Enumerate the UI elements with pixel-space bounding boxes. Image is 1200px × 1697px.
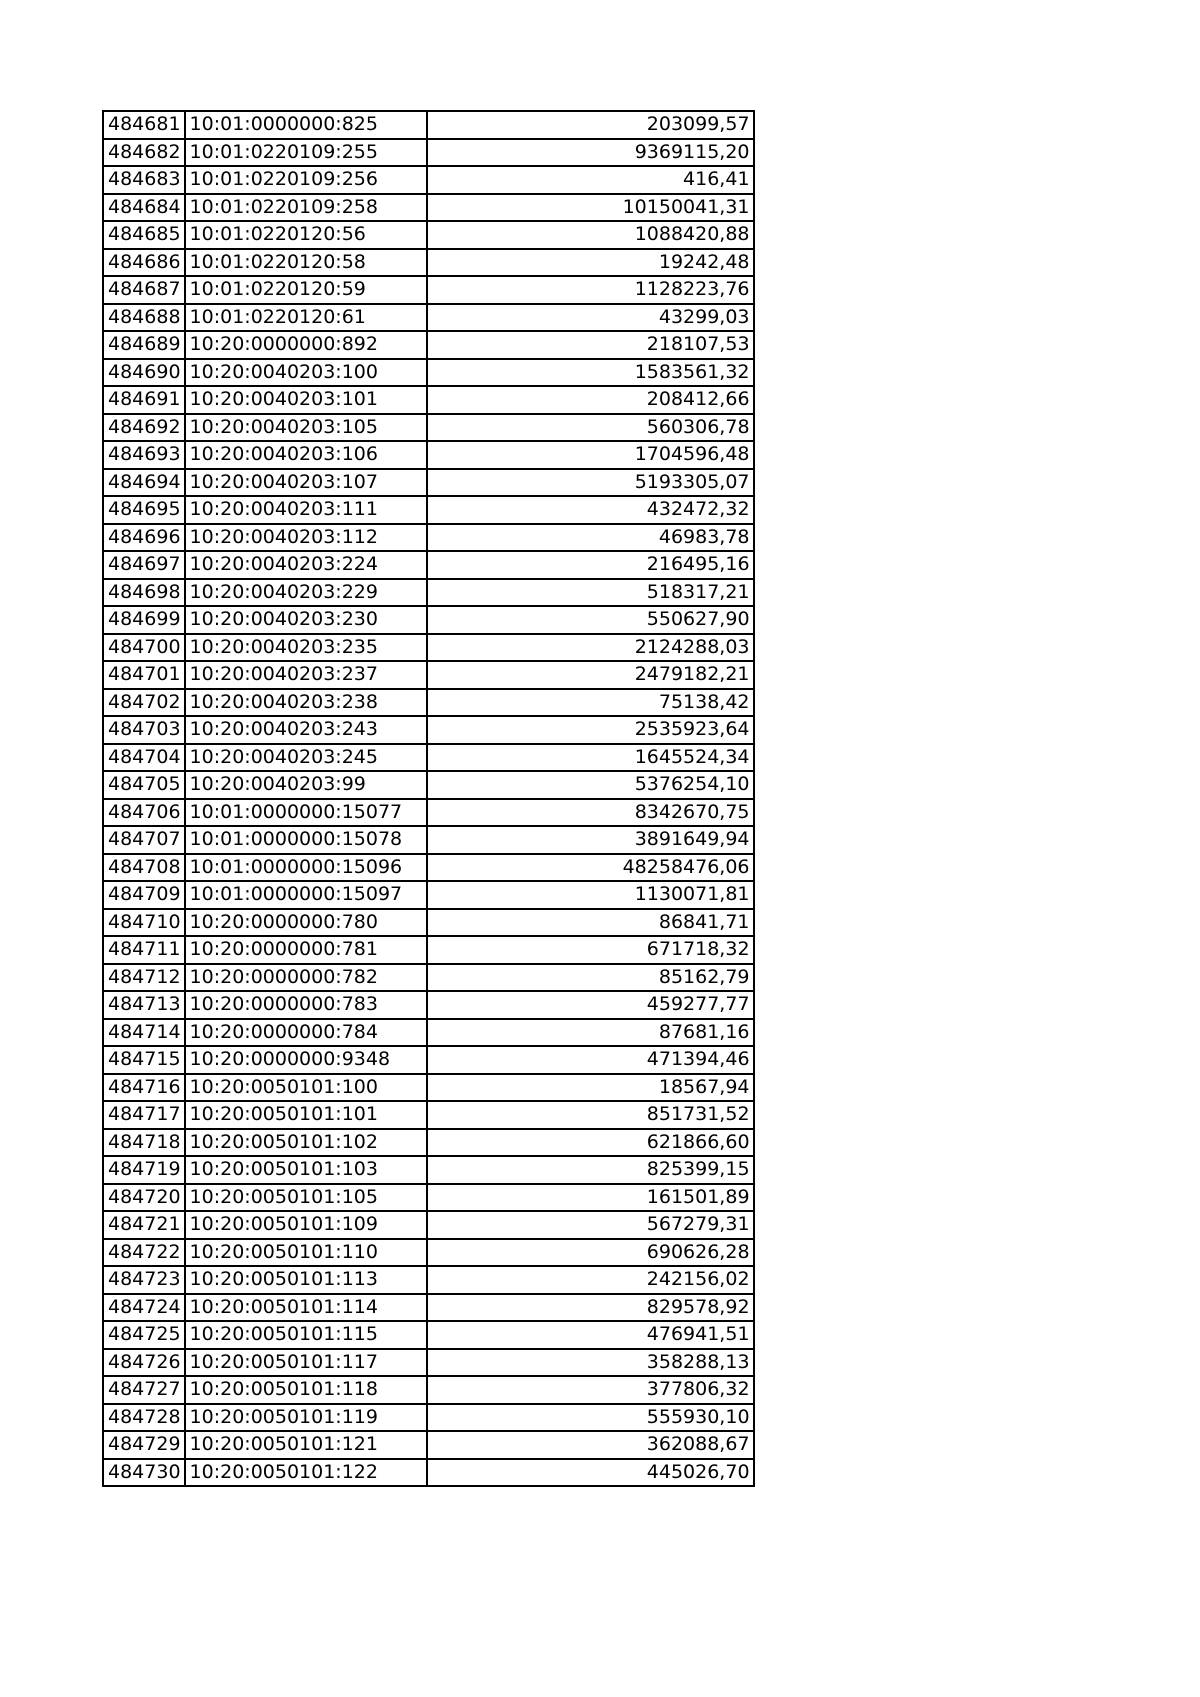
value-cell: 5376254,10 (427, 771, 754, 799)
cadastral-number-cell: 10:20:0050101:103 (185, 1156, 427, 1184)
table-row (103, 1156, 754, 1184)
row-id-cell: 484702 (103, 689, 185, 717)
table-row (103, 1349, 754, 1377)
table-row (103, 854, 754, 882)
table-row (103, 579, 754, 607)
cadastral-number-cell: 10:20:0040203:105 (185, 414, 427, 442)
cadastral-number-cell: 10:20:0040203:111 (185, 496, 427, 524)
cadastral-number-cell: 10:20:0040203:112 (185, 524, 427, 552)
data-table (102, 110, 755, 1487)
table-row (103, 111, 754, 139)
value-cell: 621866,60 (427, 1129, 754, 1157)
value-cell: 476941,51 (427, 1321, 754, 1349)
value-cell: 2479182,21 (427, 661, 754, 689)
value-cell: 671718,32 (427, 936, 754, 964)
table-row (103, 249, 754, 277)
row-id-cell: 484710 (103, 909, 185, 937)
table-row (103, 414, 754, 442)
cadastral-number-cell: 10:20:0040203:245 (185, 744, 427, 772)
table-row (103, 166, 754, 194)
cadastral-number-cell: 10:20:0040203:237 (185, 661, 427, 689)
value-cell: 550627,90 (427, 606, 754, 634)
value-cell: 555930,10 (427, 1404, 754, 1432)
row-id-cell: 484688 (103, 304, 185, 332)
value-cell: 1704596,48 (427, 441, 754, 469)
table-row (103, 551, 754, 579)
table-row (103, 1239, 754, 1267)
row-id-cell: 484707 (103, 826, 185, 854)
table-row (103, 1211, 754, 1239)
value-cell: 829578,92 (427, 1294, 754, 1322)
row-id-cell: 484682 (103, 139, 185, 167)
cadastral-number-cell: 10:20:0050101:100 (185, 1074, 427, 1102)
cadastral-number-cell: 10:20:0040203:235 (185, 634, 427, 662)
row-id-cell: 484697 (103, 551, 185, 579)
cadastral-number-cell: 10:20:0040203:224 (185, 551, 427, 579)
table-row (103, 1074, 754, 1102)
value-cell: 8342670,75 (427, 799, 754, 827)
table-row (103, 496, 754, 524)
cadastral-number-cell: 10:01:0220109:258 (185, 194, 427, 222)
value-cell: 43299,03 (427, 304, 754, 332)
table-row (103, 991, 754, 1019)
row-id-cell: 484700 (103, 634, 185, 662)
table-row (103, 386, 754, 414)
cadastral-number-cell: 10:20:0050101:110 (185, 1239, 427, 1267)
row-id-cell: 484685 (103, 221, 185, 249)
row-id-cell: 484719 (103, 1156, 185, 1184)
cadastral-number-cell: 10:20:0050101:114 (185, 1294, 427, 1322)
table-row (103, 881, 754, 909)
value-cell: 86841,71 (427, 909, 754, 937)
value-cell: 203099,57 (427, 111, 754, 139)
row-id-cell: 484718 (103, 1129, 185, 1157)
table-row (103, 1129, 754, 1157)
row-id-cell: 484696 (103, 524, 185, 552)
value-cell: 1128223,76 (427, 276, 754, 304)
value-cell: 85162,79 (427, 964, 754, 992)
value-cell: 1130071,81 (427, 881, 754, 909)
table-row (103, 716, 754, 744)
value-cell: 208412,66 (427, 386, 754, 414)
value-cell: 567279,31 (427, 1211, 754, 1239)
table-row (103, 1321, 754, 1349)
table-row (103, 359, 754, 387)
cadastral-number-cell: 10:01:0220120:58 (185, 249, 427, 277)
cadastral-number-cell: 10:20:0040203:99 (185, 771, 427, 799)
table-row (103, 469, 754, 497)
row-id-cell: 484708 (103, 854, 185, 882)
table-row (103, 139, 754, 167)
cadastral-number-cell: 10:20:0040203:230 (185, 606, 427, 634)
row-id-cell: 484683 (103, 166, 185, 194)
row-id-cell: 484711 (103, 936, 185, 964)
cadastral-number-cell: 10:01:0220109:255 (185, 139, 427, 167)
value-cell: 825399,15 (427, 1156, 754, 1184)
cadastral-number-cell: 10:20:0040203:238 (185, 689, 427, 717)
table-row (103, 194, 754, 222)
table-row (103, 524, 754, 552)
table-row (103, 744, 754, 772)
row-id-cell: 484703 (103, 716, 185, 744)
row-id-cell: 484694 (103, 469, 185, 497)
table-row (103, 1046, 754, 1074)
row-id-cell: 484713 (103, 991, 185, 1019)
row-id-cell: 484728 (103, 1404, 185, 1432)
row-id-cell: 484724 (103, 1294, 185, 1322)
row-id-cell: 484706 (103, 799, 185, 827)
cadastral-number-cell: 10:01:0000000:825 (185, 111, 427, 139)
cadastral-number-cell: 10:20:0050101:102 (185, 1129, 427, 1157)
value-cell: 851731,52 (427, 1101, 754, 1129)
table-row (103, 606, 754, 634)
table-row (103, 441, 754, 469)
row-id-cell: 484686 (103, 249, 185, 277)
cadastral-number-cell: 10:20:0000000:782 (185, 964, 427, 992)
row-id-cell: 484730 (103, 1459, 185, 1487)
row-id-cell: 484717 (103, 1101, 185, 1129)
row-id-cell: 484695 (103, 496, 185, 524)
cadastral-number-cell: 10:20:0050101:118 (185, 1376, 427, 1404)
table-row (103, 826, 754, 854)
value-cell: 445026,70 (427, 1459, 754, 1487)
value-cell: 46983,78 (427, 524, 754, 552)
row-id-cell: 484726 (103, 1349, 185, 1377)
row-id-cell: 484714 (103, 1019, 185, 1047)
cadastral-number-cell: 10:20:0050101:117 (185, 1349, 427, 1377)
table-body (103, 111, 754, 1486)
table-row (103, 331, 754, 359)
table-row (103, 1404, 754, 1432)
value-cell: 432472,32 (427, 496, 754, 524)
table-row (103, 689, 754, 717)
table-row (103, 1101, 754, 1129)
value-cell: 161501,89 (427, 1184, 754, 1212)
table-row (103, 1184, 754, 1212)
row-id-cell: 484722 (103, 1239, 185, 1267)
cadastral-number-cell: 10:01:0000000:15097 (185, 881, 427, 909)
value-cell: 416,41 (427, 166, 754, 194)
value-cell: 242156,02 (427, 1266, 754, 1294)
value-cell: 1088420,88 (427, 221, 754, 249)
value-cell: 1583561,32 (427, 359, 754, 387)
row-id-cell: 484699 (103, 606, 185, 634)
cadastral-number-cell: 10:20:0050101:121 (185, 1431, 427, 1459)
table-row (103, 799, 754, 827)
cadastral-number-cell: 10:01:0220120:56 (185, 221, 427, 249)
cadastral-number-cell: 10:01:0220109:256 (185, 166, 427, 194)
row-id-cell: 484723 (103, 1266, 185, 1294)
table-row (103, 634, 754, 662)
row-id-cell: 484720 (103, 1184, 185, 1212)
value-cell: 362088,67 (427, 1431, 754, 1459)
table-row (103, 1459, 754, 1487)
cadastral-number-cell: 10:20:0050101:109 (185, 1211, 427, 1239)
value-cell: 18567,94 (427, 1074, 754, 1102)
cadastral-number-cell: 10:20:0000000:780 (185, 909, 427, 937)
row-id-cell: 484712 (103, 964, 185, 992)
row-id-cell: 484716 (103, 1074, 185, 1102)
row-id-cell: 484715 (103, 1046, 185, 1074)
cadastral-number-cell: 10:01:0000000:15077 (185, 799, 427, 827)
value-cell: 3891649,94 (427, 826, 754, 854)
cadastral-number-cell: 10:20:0050101:115 (185, 1321, 427, 1349)
value-cell: 9369115,20 (427, 139, 754, 167)
row-id-cell: 484721 (103, 1211, 185, 1239)
cadastral-number-cell: 10:01:0220120:59 (185, 276, 427, 304)
table-row (103, 221, 754, 249)
table-row (103, 964, 754, 992)
table-row (103, 1019, 754, 1047)
table-row (103, 909, 754, 937)
cadastral-number-cell: 10:20:0050101:119 (185, 1404, 427, 1432)
cadastral-number-cell: 10:20:0040203:106 (185, 441, 427, 469)
value-cell: 19242,48 (427, 249, 754, 277)
value-cell: 218107,53 (427, 331, 754, 359)
row-id-cell: 484729 (103, 1431, 185, 1459)
value-cell: 87681,16 (427, 1019, 754, 1047)
row-id-cell: 484701 (103, 661, 185, 689)
row-id-cell: 484698 (103, 579, 185, 607)
row-id-cell: 484689 (103, 331, 185, 359)
table-row (103, 661, 754, 689)
table-row (103, 1266, 754, 1294)
table-row (103, 771, 754, 799)
cadastral-number-cell: 10:20:0040203:107 (185, 469, 427, 497)
value-cell: 358288,13 (427, 1349, 754, 1377)
cadastral-number-cell: 10:20:0000000:781 (185, 936, 427, 964)
cadastral-number-cell: 10:20:0000000:9348 (185, 1046, 427, 1074)
cadastral-number-cell: 10:20:0000000:892 (185, 331, 427, 359)
value-cell: 48258476,06 (427, 854, 754, 882)
row-id-cell: 484681 (103, 111, 185, 139)
cadastral-number-cell: 10:01:0000000:15096 (185, 854, 427, 882)
cadastral-number-cell: 10:20:0040203:100 (185, 359, 427, 387)
value-cell: 216495,16 (427, 551, 754, 579)
table-row (103, 936, 754, 964)
row-id-cell: 484727 (103, 1376, 185, 1404)
cadastral-number-cell: 10:01:0220120:61 (185, 304, 427, 332)
row-id-cell: 484687 (103, 276, 185, 304)
table-row (103, 1294, 754, 1322)
value-cell: 2535923,64 (427, 716, 754, 744)
row-id-cell: 484692 (103, 414, 185, 442)
value-cell: 5193305,07 (427, 469, 754, 497)
table-row (103, 304, 754, 332)
row-id-cell: 484684 (103, 194, 185, 222)
value-cell: 377806,32 (427, 1376, 754, 1404)
row-id-cell: 484691 (103, 386, 185, 414)
cadastral-number-cell: 10:20:0040203:243 (185, 716, 427, 744)
value-cell: 518317,21 (427, 579, 754, 607)
row-id-cell: 484690 (103, 359, 185, 387)
cadastral-number-cell: 10:20:0050101:113 (185, 1266, 427, 1294)
cadastral-number-cell: 10:20:0050101:122 (185, 1459, 427, 1487)
table-row (103, 1376, 754, 1404)
row-id-cell: 484705 (103, 771, 185, 799)
cadastral-number-cell: 10:20:0050101:101 (185, 1101, 427, 1129)
value-cell: 75138,42 (427, 689, 754, 717)
cadastral-number-cell: 10:20:0040203:229 (185, 579, 427, 607)
row-id-cell: 484725 (103, 1321, 185, 1349)
cadastral-number-cell: 10:20:0050101:105 (185, 1184, 427, 1212)
value-cell: 2124288,03 (427, 634, 754, 662)
value-cell: 471394,46 (427, 1046, 754, 1074)
value-cell: 459277,77 (427, 991, 754, 1019)
value-cell: 10150041,31 (427, 194, 754, 222)
table-row (103, 1431, 754, 1459)
cadastral-number-cell: 10:20:0040203:101 (185, 386, 427, 414)
row-id-cell: 484704 (103, 744, 185, 772)
value-cell: 1645524,34 (427, 744, 754, 772)
value-cell: 690626,28 (427, 1239, 754, 1267)
cadastral-number-cell: 10:01:0000000:15078 (185, 826, 427, 854)
value-cell: 560306,78 (427, 414, 754, 442)
row-id-cell: 484693 (103, 441, 185, 469)
table-row (103, 276, 754, 304)
row-id-cell: 484709 (103, 881, 185, 909)
cadastral-number-cell: 10:20:0000000:784 (185, 1019, 427, 1047)
cadastral-number-cell: 10:20:0000000:783 (185, 991, 427, 1019)
